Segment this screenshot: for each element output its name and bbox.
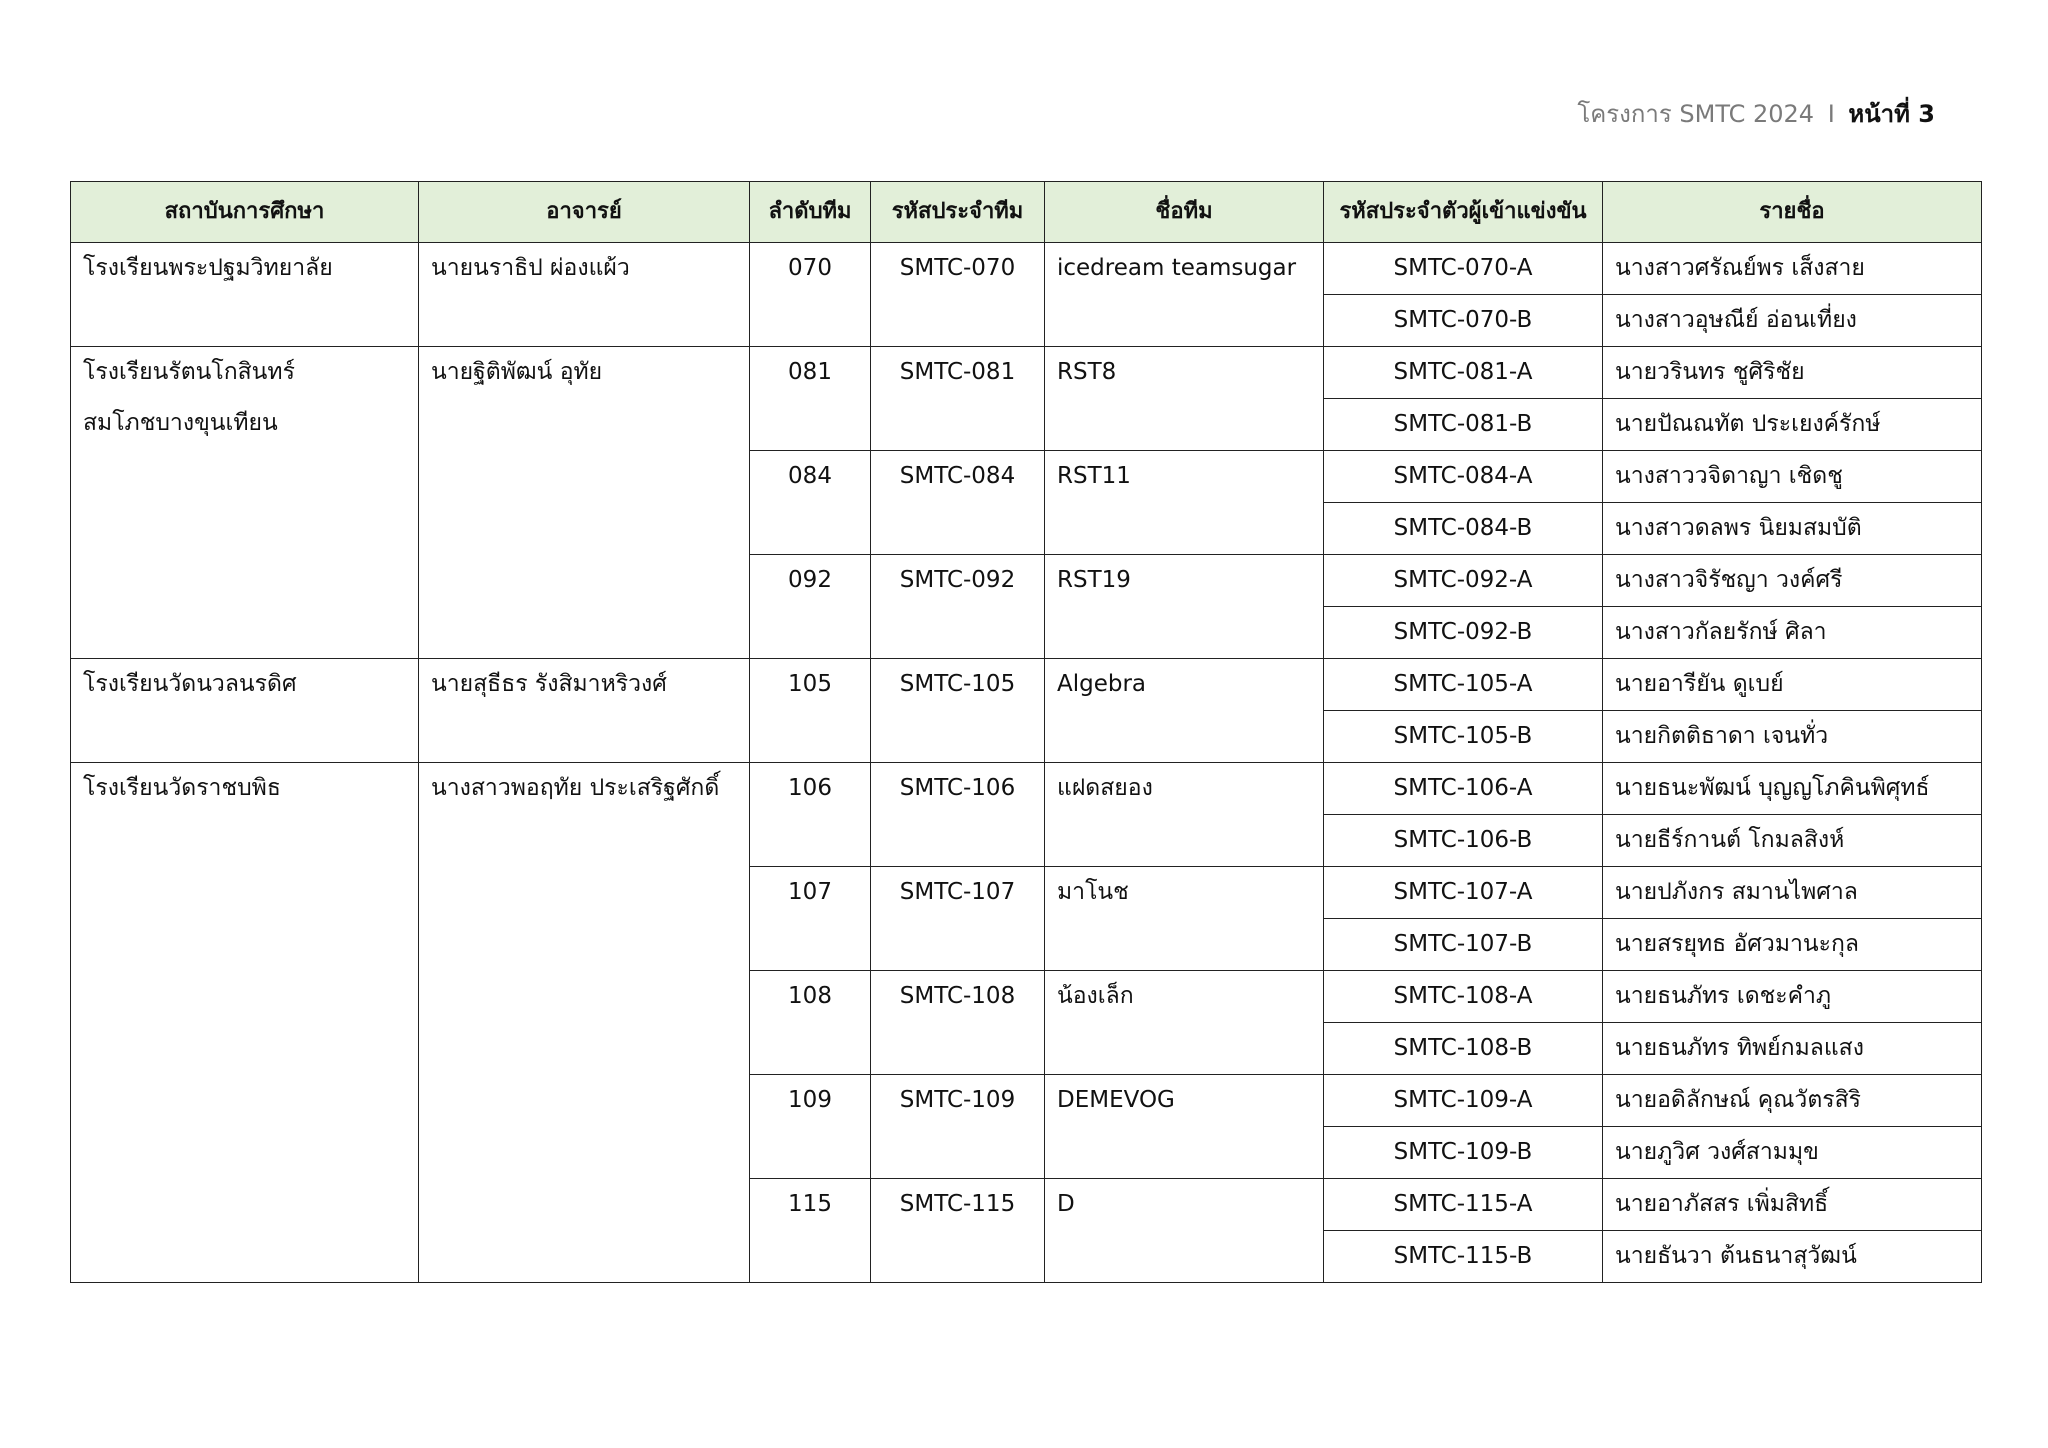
column-header-participant-id: รหัสประจำตัวผู้เข้าแข่งขัน: [1324, 182, 1603, 243]
participant-id-cell: SMTC-092-A: [1324, 555, 1603, 607]
participant-name-cell: นายธนภัทร ทิพย์กมลแสง: [1603, 1023, 1982, 1075]
participant-name-cell: นายกิตติธาดา เจนทั่ว: [1603, 711, 1982, 763]
team-code-cell: SMTC-070: [871, 243, 1045, 347]
column-header-school: สถาบันการศึกษา: [71, 182, 419, 243]
team-name-cell: D: [1045, 1179, 1324, 1283]
team-no-cell: 081: [750, 347, 871, 451]
participant-id-cell: SMTC-084-A: [1324, 451, 1603, 503]
participant-name-cell: นายธันวา ต้นธนาสุวัฒน์: [1603, 1231, 1982, 1283]
participant-name-cell: นางสาววจิดาญา เชิดชู: [1603, 451, 1982, 503]
table-header-row: [71, 182, 1982, 243]
advisor-cell: นายฐิติพัฒน์ อุทัย: [419, 347, 750, 659]
page-header: [1577, 94, 1935, 133]
advisor-cell: นายนราธิป ผ่องแผ้ว: [419, 243, 750, 347]
team-name-cell: RST19: [1045, 555, 1324, 659]
participant-name-cell: นางสาวศรัณย์พร เส็งสาย: [1603, 243, 1982, 295]
participant-id-cell: SMTC-109-A: [1324, 1075, 1603, 1127]
school-name-line: สมโภชบางขุนเทียน: [83, 410, 278, 436]
school-cell: [71, 347, 419, 659]
team-code-cell: SMTC-081: [871, 347, 1045, 451]
table-row: [71, 763, 1982, 815]
participant-id-cell: SMTC-108-B: [1324, 1023, 1603, 1075]
participant-name-cell: นายอดิลักษณ์ คุณวัตรสิริ: [1603, 1075, 1982, 1127]
participant-name-cell: นางสาวอุษณีย์ อ่อนเที่ยง: [1603, 295, 1982, 347]
team-name-cell: Algebra: [1045, 659, 1324, 763]
participant-id-cell: SMTC-115-A: [1324, 1179, 1603, 1231]
column-header-advisor: อาจารย์: [419, 182, 750, 243]
team-code-cell: SMTC-108: [871, 971, 1045, 1075]
team-name-cell: icedream teamsugar: [1045, 243, 1324, 347]
participant-name-cell: นายสรยุทธ อัศวมานะกุล: [1603, 919, 1982, 971]
table-body: [71, 243, 1982, 1283]
project-title: โครงการ SMTC 2024: [1577, 100, 1815, 128]
team-no-cell: 084: [750, 451, 871, 555]
participant-name-cell: นายธนะพัฒน์ บุญญโภคินพิศุทธ์: [1603, 763, 1982, 815]
table-row: [71, 243, 1982, 295]
team-no-cell: 070: [750, 243, 871, 347]
participant-name-cell: นายปภังกร สมานไพศาล: [1603, 867, 1982, 919]
participant-id-cell: SMTC-081-A: [1324, 347, 1603, 399]
participant-name-cell: นายธีร์กานต์ โกมลสิงห์: [1603, 815, 1982, 867]
participant-id-cell: SMTC-106-B: [1324, 815, 1603, 867]
participant-id-cell: SMTC-092-B: [1324, 607, 1603, 659]
team-no-cell: 108: [750, 971, 871, 1075]
participant-id-cell: SMTC-105-B: [1324, 711, 1603, 763]
team-code-cell: SMTC-092: [871, 555, 1045, 659]
team-name-cell: DEMEVOG: [1045, 1075, 1324, 1179]
team-no-cell: 115: [750, 1179, 871, 1283]
advisor-cell: นางสาวพอฤทัย ประเสริฐศักดิ์: [419, 763, 750, 1283]
header-separator: I: [1827, 100, 1835, 128]
team-no-cell: 106: [750, 763, 871, 867]
participant-id-cell: SMTC-070-A: [1324, 243, 1603, 295]
team-code-cell: SMTC-105: [871, 659, 1045, 763]
team-code-cell: SMTC-115: [871, 1179, 1045, 1283]
school-name-line: โรงเรียนพระปฐมวิทยาลัย: [83, 255, 333, 281]
column-header-team-name: ชื่อทีม: [1045, 182, 1324, 243]
team-name-cell: RST11: [1045, 451, 1324, 555]
participant-id-cell: SMTC-108-A: [1324, 971, 1603, 1023]
participant-name-cell: นายปัณณทัต ประเยงค์รักษ์: [1603, 399, 1982, 451]
participant-id-cell: SMTC-106-A: [1324, 763, 1603, 815]
participant-id-cell: SMTC-081-B: [1324, 399, 1603, 451]
participant-name-cell: นายอาภัสสร เพิ่มสิทธิ์: [1603, 1179, 1982, 1231]
participant-id-cell: SMTC-107-A: [1324, 867, 1603, 919]
participant-id-cell: SMTC-105-A: [1324, 659, 1603, 711]
participant-id-cell: SMTC-084-B: [1324, 503, 1603, 555]
school-cell: [71, 763, 419, 1283]
team-name-cell: น้องเล็ก: [1045, 971, 1324, 1075]
team-code-cell: SMTC-084: [871, 451, 1045, 555]
participant-name-cell: นางสาวดลพร นิยมสมบัติ: [1603, 503, 1982, 555]
participant-name-cell: นายภูวิศ วงศ์สามมุข: [1603, 1127, 1982, 1179]
participant-name-cell: นายอารียัน ดูเบย์: [1603, 659, 1982, 711]
team-code-cell: SMTC-107: [871, 867, 1045, 971]
school-name-line: โรงเรียนวัดนวลนรดิศ: [83, 671, 297, 697]
column-header-participant-name: รายชื่อ: [1603, 182, 1982, 243]
participant-id-cell: SMTC-107-B: [1324, 919, 1603, 971]
participant-name-cell: นายวรินทร ชูศิริชัย: [1603, 347, 1982, 399]
column-header-team-code: รหัสประจำทีม: [871, 182, 1045, 243]
participant-name-cell: นางสาวกัลยรักษ์ ศิลา: [1603, 607, 1982, 659]
participant-id-cell: SMTC-115-B: [1324, 1231, 1603, 1283]
column-header-team-no: ลำดับทีม: [750, 182, 871, 243]
team-name-cell: แฝดสยอง: [1045, 763, 1324, 867]
team-no-cell: 107: [750, 867, 871, 971]
team-no-cell: 092: [750, 555, 871, 659]
participant-id-cell: SMTC-070-B: [1324, 295, 1603, 347]
school-cell: [71, 659, 419, 763]
participant-name-cell: นายธนภัทร เดชะคำภู: [1603, 971, 1982, 1023]
participant-name-cell: นางสาวจิรัชญา วงค์ศรี: [1603, 555, 1982, 607]
team-name-cell: RST8: [1045, 347, 1324, 451]
team-no-cell: 105: [750, 659, 871, 763]
participant-id-cell: SMTC-109-B: [1324, 1127, 1603, 1179]
team-code-cell: SMTC-109: [871, 1075, 1045, 1179]
team-name-cell: มาโนช: [1045, 867, 1324, 971]
team-no-cell: 109: [750, 1075, 871, 1179]
school-cell: [71, 243, 419, 347]
team-code-cell: SMTC-106: [871, 763, 1045, 867]
advisor-cell: นายสุธีธร รังสิมาหริวงศ์: [419, 659, 750, 763]
page-number: หน้าที่ 3: [1848, 100, 1935, 128]
school-name-line: โรงเรียนรัตนโกสินทร์: [83, 359, 295, 385]
school-name-line: โรงเรียนวัดราชบพิธ: [83, 775, 281, 801]
table-row: [71, 347, 1982, 399]
table-row: [71, 659, 1982, 711]
participant-table: [70, 181, 1982, 1283]
